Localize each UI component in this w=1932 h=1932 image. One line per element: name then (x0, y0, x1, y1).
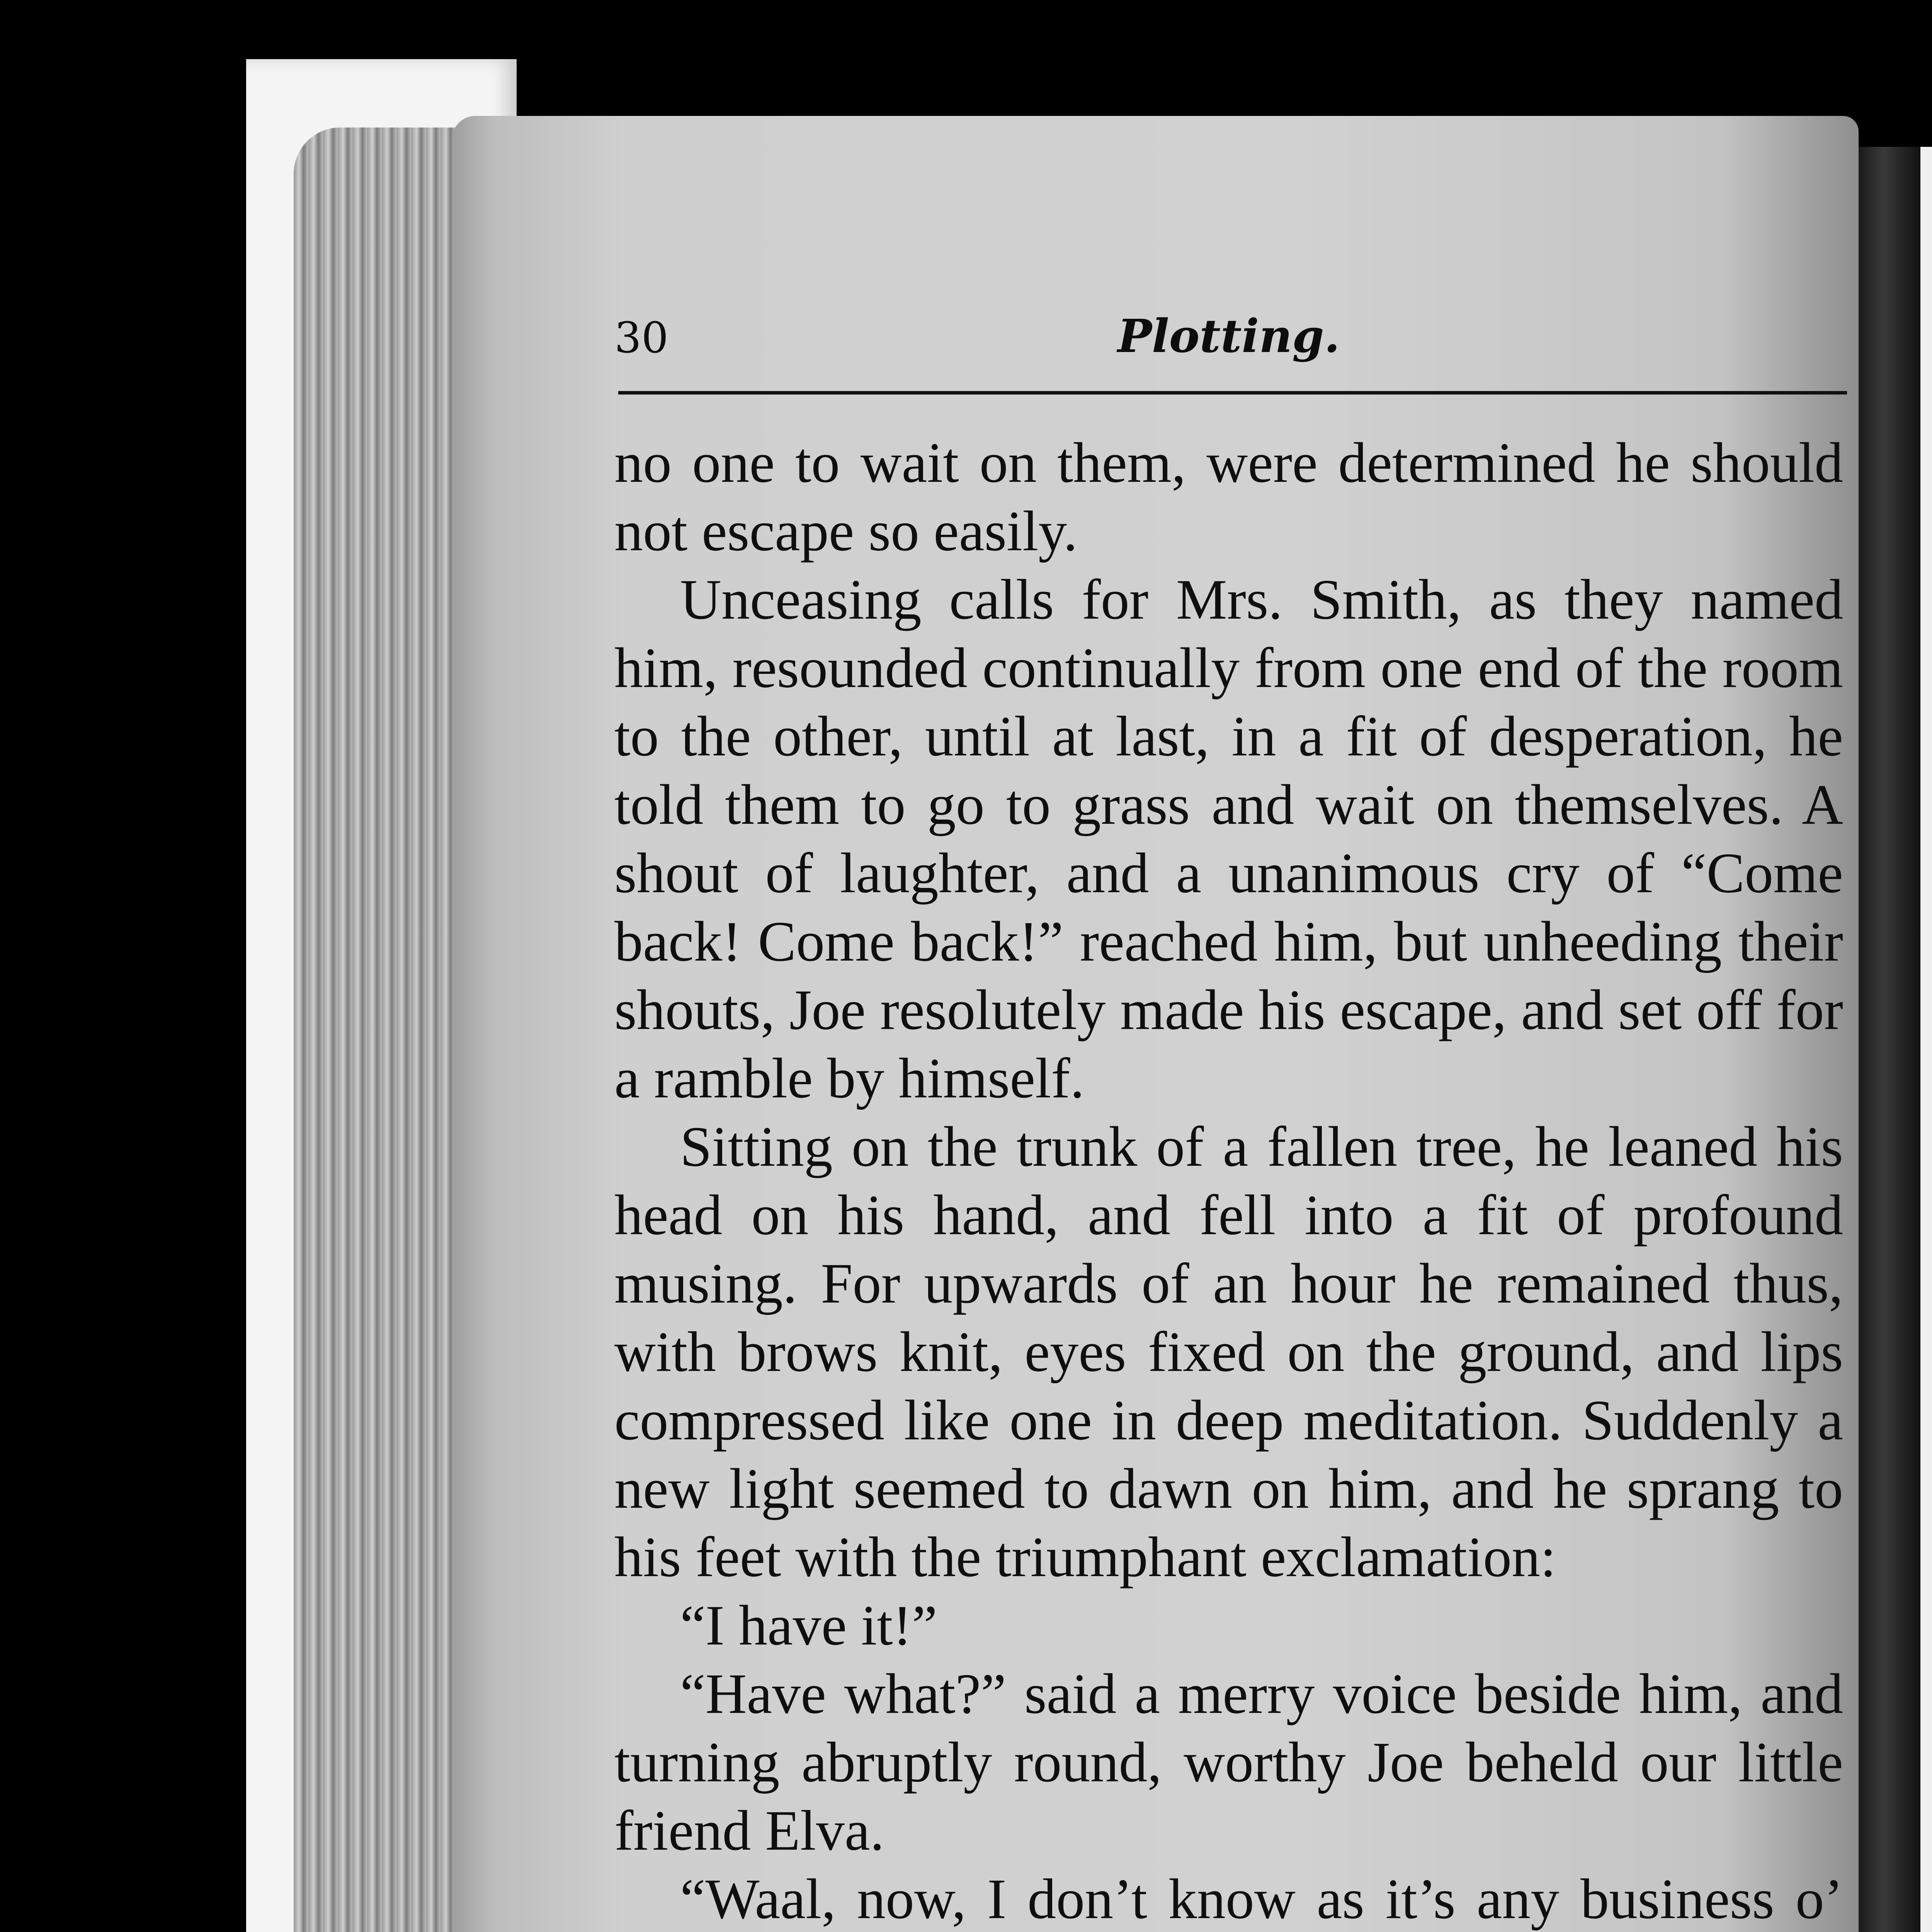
page-edges (294, 128, 456, 1932)
paragraph: “Waal, now, I don’t know as it’s any business o’ (680, 1867, 1843, 1931)
paragraph: Sitting on the trunk of a fallen tree, he leaned his head on his hand, and fell into a fit of profound musing. For upwards of an hour he remained thus, with brows knit, eyes fixed on the ground, and lips compressed like one in deep meditation. Suddenly a new light seemed to dawn on him, and he sprang to his feet with the triumphant exclamation: (614, 1115, 1843, 1589)
paragraph: no one to wait on them, were determined he should not escape so easily. (614, 431, 1843, 563)
book-gutter (1859, 147, 1920, 1932)
adjacent-page (1920, 147, 1932, 1932)
paragraph: “Have what?” said a merry voice beside him, and turning abruptly round, worthy Joe beheld our little friend Elva. (614, 1662, 1843, 1862)
paragraph: Unceasing calls for Mrs. Smith, as they named him, resounded continually from one end of the room to the other, until at last, in a fit of desperation, he told them to go to grass and wait on themselves. A shout of laughter, and a unanimous cry of “Come back! Come back!” reached him, but unheeding their shouts, Joe resolutely made his escape, and set off for a ramble by himself. (614, 568, 1843, 1110)
paragraph: “I have it!” (680, 1594, 937, 1657)
page-number: 30 (614, 313, 668, 362)
page-header (614, 309, 1843, 371)
body-text (614, 429, 1843, 1932)
header-rule (618, 391, 1847, 395)
running-title: Plotting. (1117, 309, 1340, 363)
